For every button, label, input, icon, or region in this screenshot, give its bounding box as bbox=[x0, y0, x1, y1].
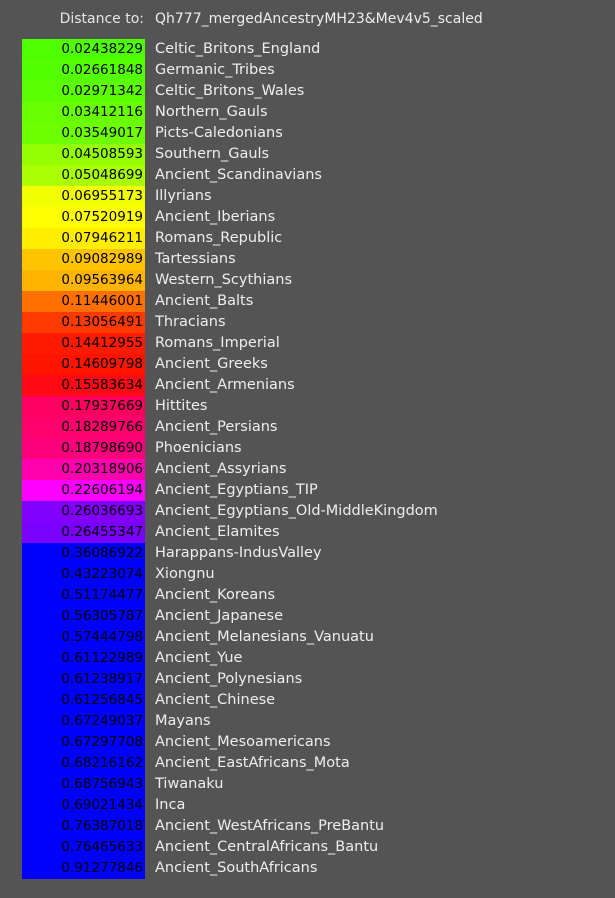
distance-value-cell: 0.57444798 bbox=[22, 627, 145, 648]
distance-value-cell: 0.68756943 bbox=[22, 774, 145, 795]
distance-value-cell: 0.61256845 bbox=[22, 690, 145, 711]
population-name: Harappans-IndusValley bbox=[155, 545, 322, 561]
distance-to-label: Distance to: bbox=[59, 11, 144, 27]
population-name: Tiwanaku bbox=[155, 776, 224, 792]
population-name: Romans_Republic bbox=[155, 230, 283, 246]
table-row bbox=[0, 711, 615, 732]
table-row bbox=[0, 522, 615, 543]
table-row bbox=[0, 354, 615, 375]
distance-value-cell: 0.14412955 bbox=[22, 333, 145, 354]
population-name: Ancient_Assyrians bbox=[155, 461, 287, 477]
table-row bbox=[0, 753, 615, 774]
distance-value-cell: 0.20318906 bbox=[22, 459, 145, 480]
table-row bbox=[0, 606, 615, 627]
table-row bbox=[0, 564, 615, 585]
population-name: Xiongnu bbox=[155, 566, 215, 582]
population-name: Germanic_Tribes bbox=[155, 62, 275, 78]
distance-value-cell: 0.14609798 bbox=[22, 354, 145, 375]
population-name: Illyrians bbox=[155, 188, 212, 204]
population-name: Ancient_Mesoamericans bbox=[155, 734, 331, 750]
table-row bbox=[0, 39, 615, 60]
distance-value-cell: 0.68216162 bbox=[22, 753, 145, 774]
distance-value-cell: 0.02438229 bbox=[22, 39, 145, 60]
distance-value-cell: 0.13056491 bbox=[22, 312, 145, 333]
table-row bbox=[0, 543, 615, 564]
population-name: Ancient_Egyptians_Old-MiddleKingdom bbox=[155, 503, 438, 519]
population-name: Ancient_Polynesians bbox=[155, 671, 303, 687]
population-name: Thracians bbox=[155, 314, 226, 330]
distance-value-cell: 0.18289766 bbox=[22, 417, 145, 438]
population-name: Hittites bbox=[155, 398, 208, 414]
population-name: Phoenicians bbox=[155, 440, 242, 456]
distance-value-cell: 0.76387018 bbox=[22, 816, 145, 837]
table-row bbox=[0, 480, 615, 501]
distance-value-cell: 0.36086922 bbox=[22, 543, 145, 564]
population-name: Ancient_Greeks bbox=[155, 356, 268, 372]
distance-value-cell: 0.02971342 bbox=[22, 81, 145, 102]
table-row bbox=[0, 816, 615, 837]
distance-value-cell: 0.17937669 bbox=[22, 396, 145, 417]
population-name: Ancient_Elamites bbox=[155, 524, 280, 540]
table-row bbox=[0, 207, 615, 228]
chart-header bbox=[0, 10, 615, 28]
population-name: Celtic_Britons_Wales bbox=[155, 83, 305, 99]
population-name: Ancient_Iberians bbox=[155, 209, 276, 225]
distance-value-cell: 0.18798690 bbox=[22, 438, 145, 459]
population-name: Tartessians bbox=[155, 251, 236, 267]
distance-value-cell: 0.67249037 bbox=[22, 711, 145, 732]
population-name: Ancient_Chinese bbox=[155, 692, 276, 708]
target-sample-name: Qh777_mergedAncestryMH23&Mev4v5_scaled bbox=[155, 11, 483, 27]
population-name: Ancient_WestAfricans_PreBantu bbox=[155, 818, 385, 834]
distance-value-cell: 0.26455347 bbox=[22, 522, 145, 543]
table-row bbox=[0, 795, 615, 816]
table-row bbox=[0, 858, 615, 879]
table-row bbox=[0, 123, 615, 144]
distance-value-cell: 0.03412116 bbox=[22, 102, 145, 123]
table-row bbox=[0, 228, 615, 249]
population-name: Ancient_Koreans bbox=[155, 587, 276, 603]
population-name: Inca bbox=[155, 797, 186, 813]
table-row bbox=[0, 396, 615, 417]
population-name: Ancient_Balts bbox=[155, 293, 254, 309]
table-row bbox=[0, 102, 615, 123]
distance-value-cell: 0.15583634 bbox=[22, 375, 145, 396]
distance-value-cell: 0.22606194 bbox=[22, 480, 145, 501]
table-row bbox=[0, 165, 615, 186]
table-row bbox=[0, 375, 615, 396]
distance-value-cell: 0.11446001 bbox=[22, 291, 145, 312]
distance-value-cell: 0.51174477 bbox=[22, 585, 145, 606]
table-row bbox=[0, 585, 615, 606]
distance-value-cell: 0.43223074 bbox=[22, 564, 145, 585]
table-row bbox=[0, 627, 615, 648]
table-row bbox=[0, 417, 615, 438]
distance-value-cell: 0.61122989 bbox=[22, 648, 145, 669]
table-row bbox=[0, 333, 615, 354]
distance-value-cell: 0.26036693 bbox=[22, 501, 145, 522]
distance-value-cell: 0.09563964 bbox=[22, 270, 145, 291]
distance-value-cell: 0.02661848 bbox=[22, 60, 145, 81]
population-name: Picts-Caledonians bbox=[155, 125, 283, 141]
distance-value-cell: 0.07946211 bbox=[22, 228, 145, 249]
distance-value-cell: 0.76465633 bbox=[22, 837, 145, 858]
distance-value-cell: 0.06955173 bbox=[22, 186, 145, 207]
population-name: Ancient_Yue bbox=[155, 650, 243, 666]
population-name: Ancient_Melanesians_Vanuatu bbox=[155, 629, 374, 645]
population-name: Romans_Imperial bbox=[155, 335, 280, 351]
population-name: Ancient_Scandinavians bbox=[155, 167, 322, 183]
distance-value-cell: 0.03549017 bbox=[22, 123, 145, 144]
distance-value-cell: 0.09082989 bbox=[22, 249, 145, 270]
table-row bbox=[0, 732, 615, 753]
population-name: Northern_Gauls bbox=[155, 104, 268, 120]
table-row bbox=[0, 249, 615, 270]
table-row bbox=[0, 312, 615, 333]
population-name: Ancient_Armenians bbox=[155, 377, 295, 393]
distance-value-cell: 0.07520919 bbox=[22, 207, 145, 228]
population-name: Western_Scythians bbox=[155, 272, 293, 288]
table-row bbox=[0, 438, 615, 459]
table-row bbox=[0, 690, 615, 711]
population-name: Celtic_Britons_England bbox=[155, 41, 321, 57]
table-row bbox=[0, 81, 615, 102]
population-name: Ancient_Egyptians_TIP bbox=[155, 482, 318, 498]
population-name: Mayans bbox=[155, 713, 211, 729]
population-name: Ancient_CentralAfricans_Bantu bbox=[155, 839, 379, 855]
distance-value-cell: 0.67297708 bbox=[22, 732, 145, 753]
table-row bbox=[0, 459, 615, 480]
population-name: Southern_Gauls bbox=[155, 146, 270, 162]
distance-value-cell: 0.91277846 bbox=[22, 858, 145, 879]
population-name: Ancient_Persians bbox=[155, 419, 278, 435]
table-row bbox=[0, 186, 615, 207]
distance-value-cell: 0.04508593 bbox=[22, 144, 145, 165]
population-name: Ancient_EastAfricans_Mota bbox=[155, 755, 350, 771]
table-row bbox=[0, 144, 615, 165]
distance-value-cell: 0.05048699 bbox=[22, 165, 145, 186]
table-row bbox=[0, 501, 615, 522]
table-row bbox=[0, 648, 615, 669]
distance-value-cell: 0.69021434 bbox=[22, 795, 145, 816]
population-name: Ancient_Japanese bbox=[155, 608, 283, 624]
distance-table bbox=[0, 39, 615, 879]
table-row bbox=[0, 270, 615, 291]
distance-value-cell: 0.56305787 bbox=[22, 606, 145, 627]
table-row bbox=[0, 60, 615, 81]
table-row bbox=[0, 774, 615, 795]
table-row bbox=[0, 669, 615, 690]
table-row bbox=[0, 291, 615, 312]
table-row bbox=[0, 837, 615, 858]
distance-value-cell: 0.61238917 bbox=[22, 669, 145, 690]
population-name: Ancient_SouthAfricans bbox=[155, 860, 318, 876]
